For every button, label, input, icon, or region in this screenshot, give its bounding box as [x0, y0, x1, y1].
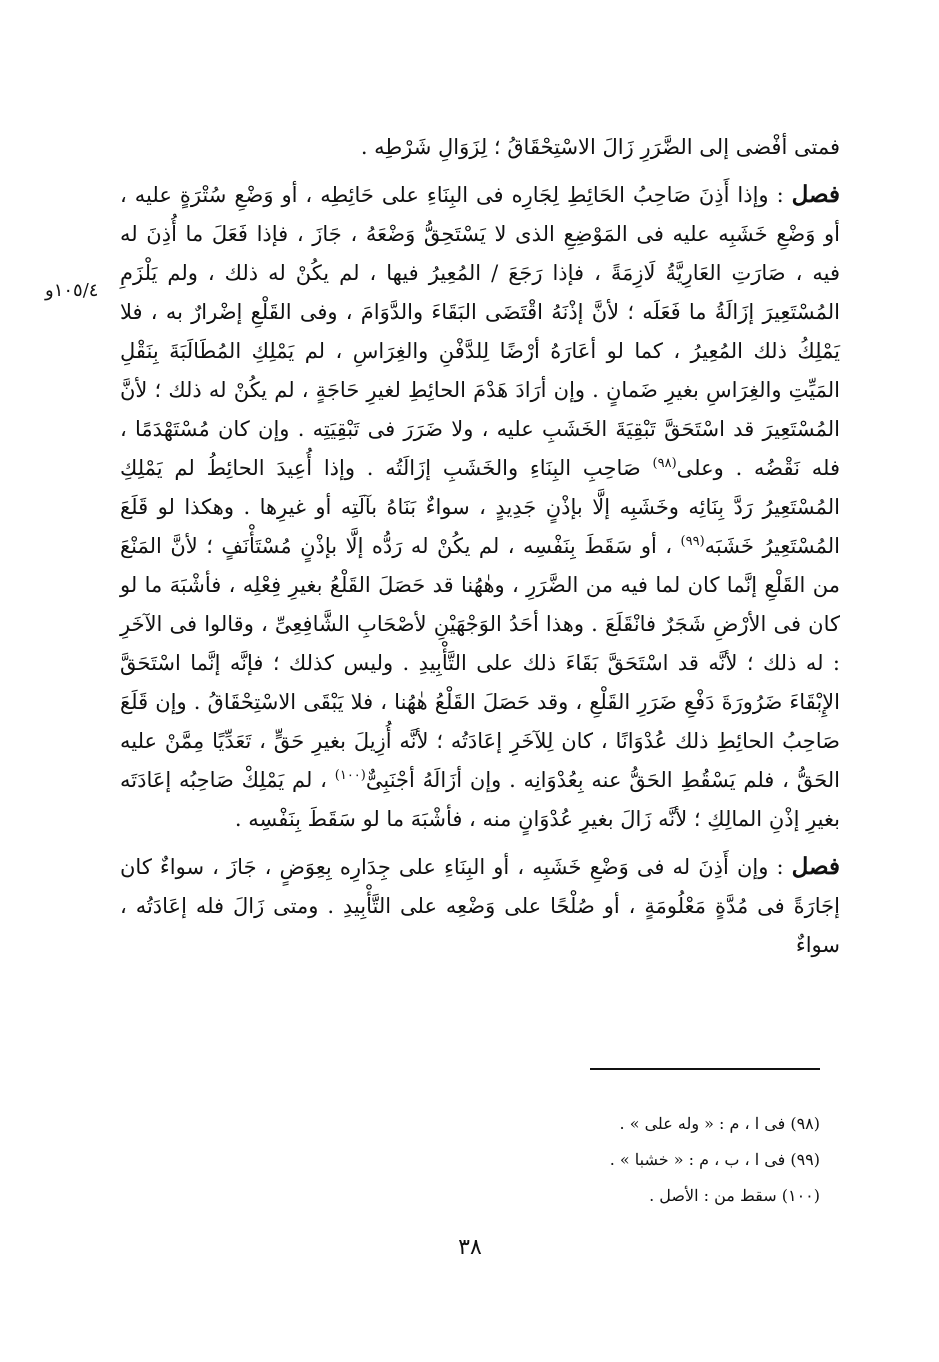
main-text — [120, 128, 840, 965]
footnote-marker: (١٠٠) — [334, 768, 366, 783]
page-number: ٣٨ — [458, 1235, 482, 1260]
paragraph — [120, 128, 840, 167]
text-line: ، لم يَمْلِكْ صَاحِبُه إعَادَتَه بغيرِ إذْنِ المالِكِ ؛ — [120, 768, 840, 831]
text-line: إجَارَةً فى مُدَّةٍ مَعْلُومَةٍ ، أو صُلْحًا على وَضْعِه على التَّأْبِيدِ . ومتى زَالَ فله إعَادَتُه ، سواءٌ — [120, 894, 840, 957]
footnote: (٩٩) فى ا ، ب ، م : « خشبا » . — [609, 1150, 820, 1169]
text-line: المُعِيرُ ، كما لو أعَارَهُ أرْضًا لِلدَّفْنِ والغِرَاسِ ، لم يَمْلِكِ المُطَالَبَةَ بِنَقْلِ المَيِّتِ والغِرَاسِ بغيرِ — [120, 339, 840, 402]
footnote-marker: (٩٩) — [680, 534, 705, 549]
paragraph — [120, 175, 840, 839]
section-heading: فصل — [791, 181, 840, 208]
text-line: ضَمانٍ . وإن أرَادَ هَدْمَ الحائِطِ لغيرِ حَاجَةٍ ، لم يكُنْ له ذلك ؛ لأنَّ المُسْتَعِيرَ قد اسْتَحَقَّ — [120, 378, 840, 441]
text-line: عُدْوَانًا ، كان لِلآخَرِ إعَادَتُه ؛ لأنَّه أُزِيلَ بغيرِ حَقٍّ ، تَعَدِّيًا مِمَّنْ عليه الحَقُّ ، فلم يَسْقُطِ — [120, 729, 840, 792]
text-line: الضَّرَرِ ، وهٰهُنا قد حَصَلَ القَلْعُ بغيرِ فِعْلِه ، فأشْبَهَ ما لو كان فى الأرْضِ شَجَرٌ فانْقَلَعَ . — [120, 573, 840, 636]
text-line: : وإن أَذِنَ له فى وَضْعِ خَشَبِه ، أو البِنَاءِ على جِدَارِه بِعِوَضٍ ، جَازَ ، سواءٌ كان — [120, 855, 784, 879]
text-line: ، أو سَقَطَ — [584, 534, 673, 558]
footnote-marker: (٩٨) — [652, 456, 677, 471]
text-line: إزَالَةُ ما فَعَلَه ؛ لأنَّ إذْنَهُ اقْتَضَى البَقَاءَ والدَّوَامَ ، وفى القَلْعِ إضْرارٌ به ، فلا يَمْلِكُ ذلك — [120, 300, 841, 363]
text-line: فمتى أفْضى إلى الضَّرَرِ زَالَ الاسْتِحْقَاقُ ؛ لِزَوَالِ شَرْطِه . — [360, 135, 840, 159]
paragraph — [120, 847, 840, 965]
margin-folio-note: ١٠٥/٤و — [45, 280, 99, 301]
text-line: بإذْنٍ جَدِيدٍ ، سواءٌ بَنَاهُ بآلَتِه أو غيرِها . وهكذا لو قَلَعَ المُسْتَعِيرُ خَشَبَه — [120, 495, 840, 558]
text-line: القَلْعِ ، وقد حَصَلَ القَلْعُ هٰهُنا ، فلا يَبْقَى الاسْتِحْقَاقُ . وإن قَلَعَ صَاحِبُ الحائِطِ ذلك — [120, 690, 840, 753]
text-line: بِنَفْسِه ، لم يكُنْ له رَدُّه إلَّا بإذْنٍ مُسْتَأْنَفٍ ؛ لأنَّ المَنْعَ من القَلْعِ إنَّما كان لما فيه من — [120, 534, 840, 597]
footnote: (٩٨) فى ا ، م : « وله على » . — [619, 1114, 820, 1133]
text-line: أو وَضْعِ خَشَبِه عليه فى المَوْضِعِ الذى لا يَسْتَحِقُّ وَضْعَهُ ، جَازَ ، فإذا فَعَلَ ما أُذِنَ له — [120, 222, 840, 246]
footnote: (١٠٠) سقط من : الأصل . — [649, 1186, 820, 1205]
section-heading: فصل — [791, 853, 840, 880]
text-line: : وإذا أَذِنَ صَاحِبُ الحَائِطِ لِجَارِه فى البِنَاءِ على حَائِطِه ، أو وَضْعِ سُتْرَةٍ عليه ، — [120, 183, 784, 207]
text-line: وهذا أحَدُ الوَجْهَيْنِ لأصْحَابِ الشَّافِعِىِّ ، وقالوا فى الآخَرِ : له ذلك ؛ لأنَّه قد اسْتَحَقَّ — [120, 612, 840, 675]
footnote-divider — [590, 1068, 820, 1070]
text-line: الحَقُّ عنه بِعُدْوَانِه . وإن أزَالَهُ أجْنَبِىٌّ — [365, 768, 673, 792]
text-line: صَاحِبِ البِنَاءِ والخَشَبِ إزَالَتُه . وإذا أُعِيدَ الحائِطُ لم يَمْلِكِ المُسْتَعِيرُ رَدَّ بِنَائِه وخَشَبِه إلَّا — [120, 456, 840, 519]
text-line: تَبْقِيَةَ الخَشَبِ عليه ، ولا ضَرَرَ فى تَبْقِيَتِه . وإن كان مُسْتَهْدَمًا ، فله نَقْضُه . وعلى — [120, 417, 841, 480]
footnotes — [420, 1106, 820, 1214]
text-line: لأنَّه زَالَ بغيرِ عُدْوَانٍ منه ، فأشْبَهَ ما لو سَقَطَ بِنَفْسِه . — [234, 807, 688, 831]
text-line: بَقَاءَ ذلك على التَّأْبِيدِ . وليس كذلك ؛ فإنَّه إنَّما اسْتَحَقَّ الإِبْقَاءَ ضَرُورَةَ دَفْعِ ضَرَرِ — [120, 651, 840, 714]
text-line: فيه ، صَارَتِ العَارِيَّةُ لَازِمَةً ، فإذا رَجَعَ / المُعِيرُ فيها ، لم يكُنْ له ذلك ، ولم يَلْزَمِ المُسْتَعِيرَ — [120, 261, 840, 324]
